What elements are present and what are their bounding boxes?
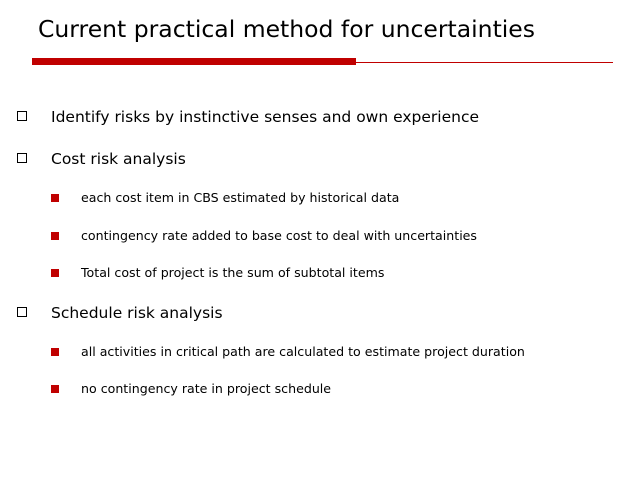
sub-bullet-text: no contingency rate in project schedule: [81, 381, 332, 396]
red-square-bullet-icon: [51, 232, 59, 240]
title-underline-thin: [356, 62, 613, 63]
bullet-text: Cost risk analysis: [51, 150, 186, 168]
sub-bullet-text: contingency rate added to base cost to deal with uncertainties: [81, 228, 477, 243]
title-underline-thick: [32, 58, 356, 65]
hollow-square-bullet-icon: [17, 307, 27, 317]
slide-title: Current practical method for uncertainties: [38, 15, 536, 43]
bullet-text: Schedule risk analysis: [51, 304, 223, 322]
sub-bullet-text: all activities in critical path are calculated to estimate project duration: [81, 344, 525, 359]
sub-bullet-text: Total cost of project is the sum of subtotal items: [81, 265, 385, 280]
red-square-bullet-icon: [51, 194, 59, 202]
hollow-square-bullet-icon: [17, 111, 27, 121]
red-square-bullet-icon: [51, 348, 59, 356]
hollow-square-bullet-icon: [17, 153, 27, 163]
red-square-bullet-icon: [51, 385, 59, 393]
red-square-bullet-icon: [51, 269, 59, 277]
bullet-text: Identify risks by instinctive senses and own experience: [51, 108, 480, 126]
sub-bullet-text: each cost item in CBS estimated by historical data: [81, 190, 400, 205]
